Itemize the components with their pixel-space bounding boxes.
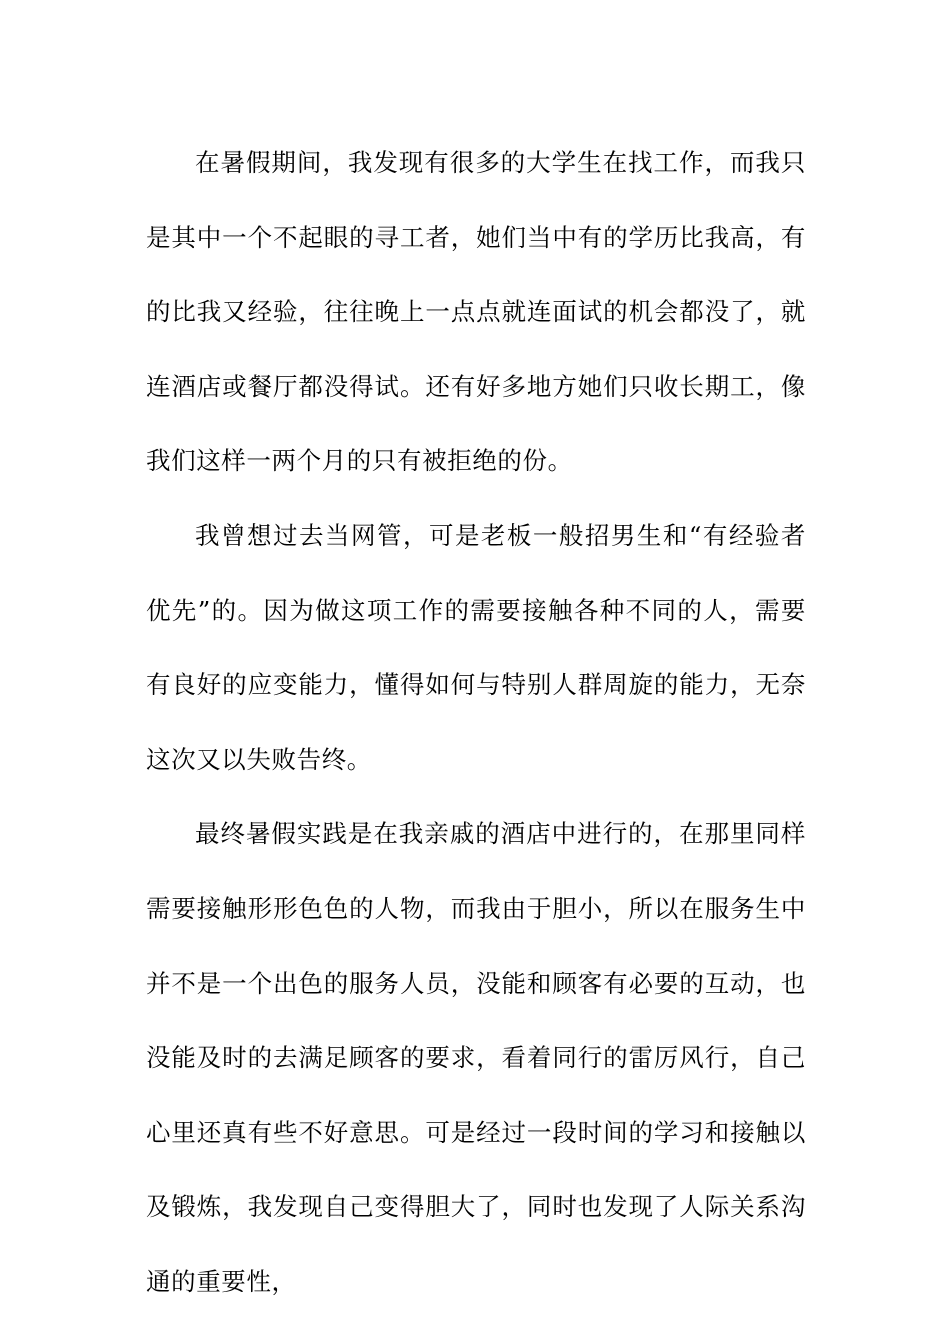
paragraph-hotel-practice: 最终暑假实践是在我亲戚的酒店中进行的，在那里同样需要接触形形色色的人物，而我由于胆小，所以在服务生中并不是一个出色的服务人员，没能和顾客有必要的互动，也没能及时的去满足顾客的要求，看着同行的雷厉风行，自己心里还真有些不好意思。可是经过一段时间的学习和接触以及锻炼，我发现自己变得胆大了，同时也发现了人际关系沟通的重要性， — [146, 819, 806, 1296]
paragraph-job-search: 在暑假期间，我发现有很多的大学生在找工作，而我只是其中一个不起眼的寻工者，她们当中有的学历比我高，有的比我又经验，往往晚上一点点就连面试的机会都没了，就连酒店或餐厅都没得试。还有好多地方她们只收长期工，像我们这样一两个月的只有被拒绝的份。 — [146, 148, 806, 476]
paragraph-network-admin: 我曾想过去当网管，可是老板一般招男生和“有经验者优先”的。因为做这项工作的需要接触各种不同的人，需要有良好的应变能力，懂得如何与特别人群周旋的能力，无奈这次又以失败告终。 — [146, 520, 806, 774]
document-body — [146, 126, 806, 1320]
